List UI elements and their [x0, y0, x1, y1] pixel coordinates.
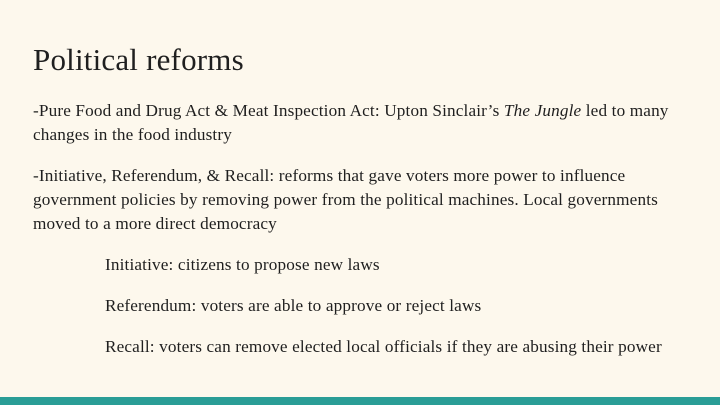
book-title-italic: The Jungle — [503, 101, 582, 120]
paragraph-food-drug-act — [33, 99, 703, 147]
slide-title: Political reforms — [33, 42, 244, 77]
accent-bar — [0, 397, 720, 405]
paragraph-initiative: Initiative: citizens to propose new laws — [105, 255, 380, 274]
paragraph-recall: Recall: voters can remove elected local officials if they are abusing their power — [105, 337, 662, 356]
paragraph-food-drug-act-text-end: led to many changes in the food industry — [33, 101, 669, 144]
paragraph-food-drug-act-text: -Pure Food and Drug Act & Meat Inspection Act: Upton Sinclair’s — [33, 101, 504, 120]
paragraph-initiative-referendum-recall: -Initiative, Referendum, & Recall: reforms that gave voters more power to influence government policies by removing power from the political machines. Local governments moved to a more direct democracy — [33, 166, 658, 233]
slide-body — [33, 99, 703, 376]
paragraph-referendum: Referendum: voters are able to approve or reject laws — [105, 296, 482, 315]
